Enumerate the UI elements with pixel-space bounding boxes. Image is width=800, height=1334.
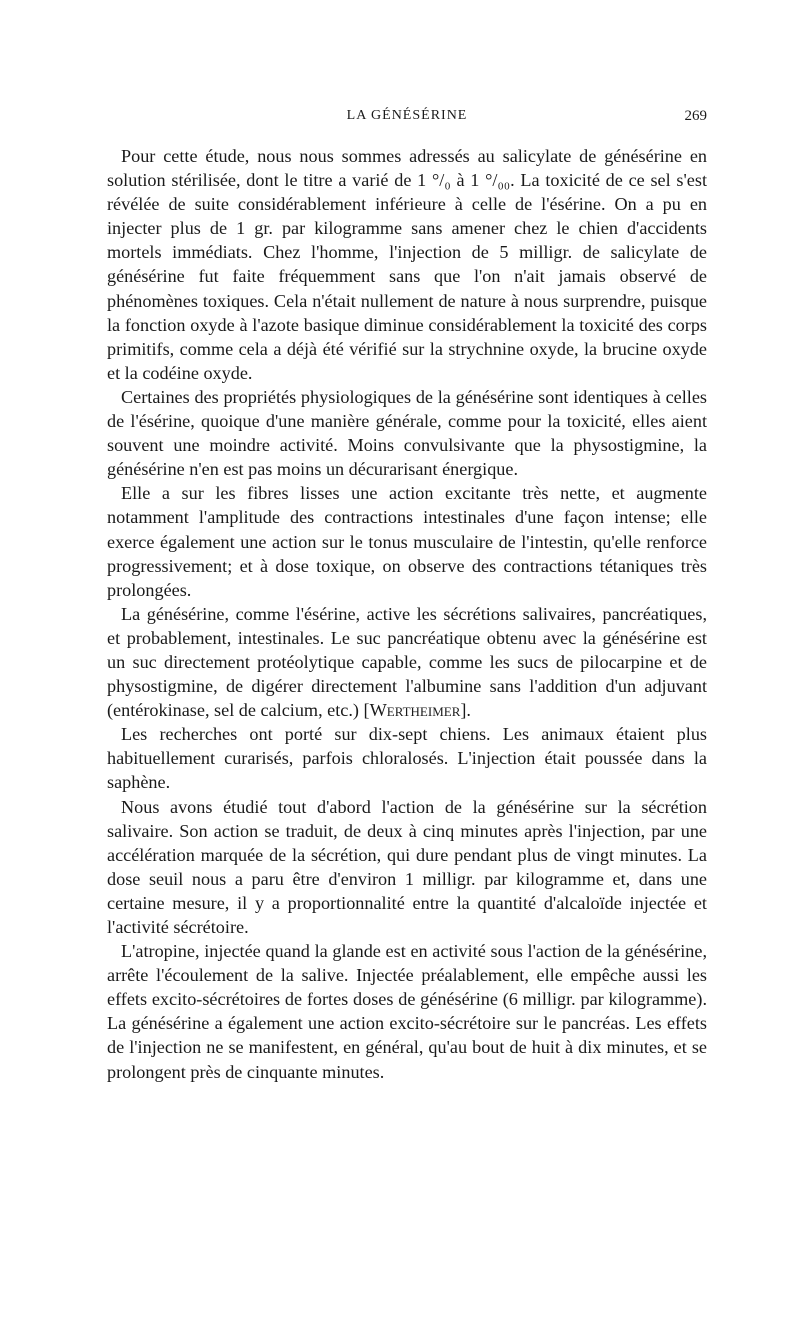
page-number: 269 — [684, 108, 707, 124]
paragraph-1: Pour cette étude, nous nous sommes adressés au salicylate de génésérine en solution stérilisée, dont le titre a varié de 1 °/₀ à 1 °/₀₀. La toxicité de ce sel s'est révélée de suite considérablement inférieure à celle de l'ésérine. On a pu en injecter plus de 1 gr. par kilogramme sans amener chez le chien d'accidents mortels immédiats. Chez l'homme, l'injection de 5 milligr. de salicylate de génésérine fut faite fréquemment sans que l'on n'ait jamais observé de phénomènes toxiques. Cela n'était nullement de nature à nous surprendre, puisque la fonction oxyde à l'azote basique diminue considérablement la toxicité des corps primitifs, comme cela a déjà été vérifié sur la strychnine oxyde, la brucine oxyde et la codéine oxyde. — [107, 146, 707, 383]
paragraph-6: Nous avons étudié tout d'abord l'action de la génésérine sur la sécrétion salivaire. Son action se traduit, de deux à cinq minutes après l'injection, par une accélération marquée de la sécrétion, qui dure pendant plus de vingt minutes. La dose seuil nous a paru être d'environ 1 milligr. par kilogramme et, dans une certaine mesure, il y a proportionnalité entre la quantité d'alcaloïde injectée et l'activité sécrétoire. — [107, 796, 707, 937]
paragraph-2: Certaines des propriétés physiologiques de la génésérine sont identiques à celles de l'ésérine, quoique d'une manière générale, comme pour la toxicité, elles aient souvent une moindre activité. Moins convulsivante que la physostigmine, la génésérine n'en est pas moins un décurarisant énergique. — [107, 386, 707, 480]
citation-author: Wertheimer — [369, 700, 461, 721]
paragraph-7: L'atropine, injectée quand la glande est en activité sous l'action de la génésérine, arrête l'écoulement de la salive. Injectée préalablement, elle empêche aussi les effets excito-sécrétoires de fortes doses de génésérine (6 milligr. par kilogramme). La génésérine a également une action excito-sécrétoire sur le pancréas. Les effets de l'injection ne se manifestent, en général, qu'au bout de huit à dix minutes, et se prolongent près de cinquante minutes. — [107, 941, 707, 1082]
running-title: LA GÉNÉSÉRINE — [346, 108, 468, 123]
body-text — [107, 144, 707, 1084]
document-page — [107, 104, 707, 1084]
citation-close: ]. — [460, 700, 471, 721]
paragraph-5: Les recherches ont porté sur dix-sept chiens. Les animaux étaient plus habituellement curarisés, parfois chloralosés. L'injection était poussée dans la saphène. — [107, 724, 707, 793]
paragraph-4-text: La génésérine, comme l'ésérine, active les sécrétions salivaires, pancréatiques, et probablement, intestinales. Le suc pancréatique obtenu avec la génésérine est un suc directement protéolytique capable, comme les sucs de pilocarpine et de physostigmine, de digérer directement l'albumine sans l'addition d'un adjuvant (entérokinase, sel de calcium, etc.) [ — [107, 603, 707, 721]
running-head — [107, 104, 707, 128]
paragraph-4 — [107, 602, 707, 722]
paragraph-3: Elle a sur les fibres lisses une action excitante très nette, et augmente notamment l'amplitude des contractions intestinales d'une façon intense; elle exerce également une action sur le tonus musculaire de l'intestin, qu'elle renforce progressivement; et à dose toxique, on observe des contractions tétaniques très prolongées. — [107, 483, 707, 600]
